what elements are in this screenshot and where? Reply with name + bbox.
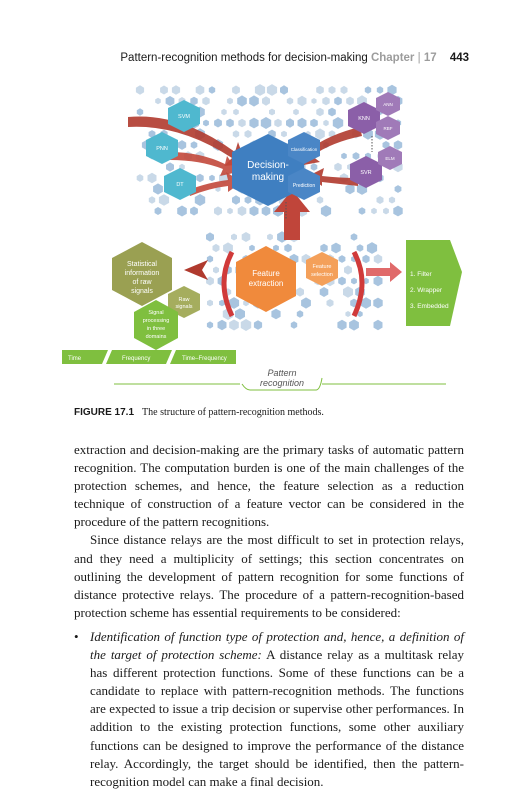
background-hexagon — [238, 119, 245, 127]
background-hexagon — [227, 208, 233, 214]
background-hexagon — [343, 286, 353, 298]
background-hexagon — [298, 118, 307, 129]
background-hexagon — [395, 185, 402, 193]
header-title: Pattern-recognition methods for decision-making — [120, 52, 368, 64]
background-hexagon — [196, 85, 205, 95]
background-hexagon — [287, 97, 293, 104]
embedded-label: 3. Embedded — [410, 303, 449, 310]
background-hexagon — [334, 163, 341, 172]
background-hexagon — [344, 265, 352, 274]
background-hexagon — [196, 174, 203, 183]
raw-line-1: Raw — [178, 297, 190, 303]
background-hexagon — [241, 319, 251, 331]
classification-label: Classification — [290, 147, 318, 152]
background-hexagon — [172, 85, 180, 95]
background-hexagon — [245, 130, 252, 138]
background-hexagon — [297, 310, 303, 317]
body-text — [74, 441, 464, 791]
background-hexagon — [383, 208, 389, 215]
background-hexagon — [207, 300, 213, 307]
background-hexagon — [320, 244, 327, 252]
background-hexagon — [359, 207, 366, 215]
raw-line-2: signals — [175, 304, 193, 310]
sp-line-1: Signal — [148, 310, 164, 316]
background-hexagon — [262, 96, 270, 105]
background-hexagon — [310, 119, 318, 128]
fs-line-2: selection — [311, 272, 333, 278]
background-hexagon — [191, 141, 198, 149]
background-hexagon — [293, 109, 299, 116]
background-hexagon — [261, 117, 271, 129]
dt-label: DT — [176, 182, 184, 188]
elm-label: ELM — [385, 156, 395, 161]
bullet-text: A distance relay as a multitask relay has different protection functions. Some of these functions can be a candidate to replace with pattern-recognition methods. The functions are expected to issue a trip decision or supervise other performances. In addition to the existing protection functions, some other auxiliary functions can be designed to improve the performance of the distance relay. Accordingly, the target should be identified, then the pattern-recognition model can make a final decision. — [90, 647, 464, 789]
background-hexagon — [284, 244, 291, 253]
page-number: 443 — [449, 52, 469, 64]
background-hexagon — [221, 109, 226, 115]
knn-label: KNN — [358, 116, 370, 122]
background-hexagon — [357, 244, 364, 252]
pnn-label: PNN — [156, 146, 168, 152]
background-hexagon — [323, 120, 328, 126]
background-hexagon — [226, 119, 234, 128]
statistical-line-1: Statistical — [127, 261, 157, 268]
background-hexagon — [320, 287, 329, 297]
background-hexagon — [311, 98, 316, 104]
background-hexagon — [155, 207, 162, 215]
background-hexagon — [249, 118, 258, 129]
background-hexagon — [315, 128, 325, 139]
background-hexagon — [213, 244, 220, 252]
background-hexagon — [377, 196, 384, 204]
background-hexagon — [316, 86, 324, 95]
background-hexagon — [249, 245, 255, 251]
pr-line-2: recognition — [259, 378, 305, 388]
background-hexagon — [233, 109, 239, 115]
background-hexagon — [209, 86, 215, 93]
background-hexagon — [190, 207, 198, 216]
background-hexagon — [322, 97, 329, 106]
background-hexagon — [301, 297, 311, 308]
fs-line-1: Feature — [312, 264, 332, 270]
background-hexagon — [274, 119, 281, 128]
bullet-title: Identification of function type of protection and, hence, a definition of the target of protection scheme: — [90, 628, 464, 663]
background-hexagon — [373, 298, 382, 309]
background-hexagon — [374, 276, 383, 286]
bullet-item — [74, 628, 464, 791]
background-hexagon — [206, 277, 214, 286]
background-hexagon — [374, 254, 382, 264]
statistical-line-2: information — [124, 270, 160, 277]
background-hexagon — [227, 98, 233, 105]
domain-time-label: Time — [68, 356, 82, 362]
statistical-line-3: of raw — [132, 279, 152, 286]
background-hexagon — [291, 321, 297, 328]
background-hexagon — [203, 120, 209, 127]
background-hexagon — [334, 97, 342, 106]
background-hexagon — [245, 196, 252, 204]
background-hexagon — [148, 173, 157, 183]
background-hexagon — [329, 86, 336, 94]
paragraph-1: extraction and decision-making are the primary tasks of automatic pattern recognition. The computation burden is one of the main challenges of the protection schemes, and hence, the feature selection as a reduction technique of construction of a feature vector can be considered in the procedure of the pattern recognitions. — [74, 442, 464, 530]
background-hexagon — [214, 119, 222, 128]
paragraph-2: Since distance relays are the most difficult to set in protection relays, and they need a multiplicity of settings; this section concentrates on outlining the development of pattern recognition for some functions of distance protective relays. The procedure of a pattern-recognition-based protection scheme has essential requirements to be considered: — [74, 532, 464, 620]
background-hexagon — [377, 86, 383, 93]
background-hexagon — [338, 277, 346, 286]
background-hexagon — [333, 117, 343, 129]
running-header — [0, 52, 469, 64]
filter-label: 1. Filter — [410, 271, 432, 278]
ann-label: ANN — [383, 102, 393, 107]
background-hexagon — [311, 163, 318, 171]
statistical-line-4: signals — [131, 288, 153, 295]
caption-label: FIGURE 17.1 — [74, 407, 135, 418]
prediction-label: Prediction — [292, 183, 316, 189]
background-hexagon — [393, 206, 402, 217]
background-hexagon — [255, 84, 265, 96]
background-hexagon — [137, 174, 144, 182]
background-hexagon — [195, 194, 205, 206]
background-hexagon — [207, 255, 213, 262]
background-hexagon — [209, 175, 215, 182]
background-hexagon — [365, 86, 371, 93]
background-hexagon — [232, 86, 240, 95]
background-hexagon — [237, 95, 247, 106]
background-hexagon — [316, 108, 323, 116]
background-hexagon — [271, 309, 280, 320]
background-hexagon — [159, 194, 169, 206]
domain-frequency-label: Frequency — [122, 356, 151, 362]
header-separator: | — [417, 52, 421, 64]
pr-line-1: Pattern — [267, 368, 297, 378]
background-hexagon — [214, 206, 222, 215]
caption-text: The structure of pattern-recognition methods. — [142, 407, 324, 418]
sp-line-2: processing — [142, 318, 170, 324]
domain-tf-label: Time–Frequency — [182, 356, 227, 362]
bullet-marker: • — [74, 628, 79, 644]
background-hexagon — [394, 140, 402, 150]
selection-methods-box — [406, 240, 462, 326]
fe-line-2: extraction — [248, 279, 284, 288]
background-hexagon — [353, 152, 360, 160]
background-hexagon — [341, 153, 347, 159]
background-hexagon — [339, 255, 346, 263]
svr-label: SVR — [360, 170, 372, 176]
background-hexagon — [267, 84, 277, 96]
background-hexagon — [218, 320, 227, 330]
sp-line-4: domains — [145, 334, 167, 340]
background-hexagon — [232, 195, 240, 204]
background-hexagon — [242, 232, 251, 242]
background-hexagon — [250, 206, 259, 216]
background-hexagon — [136, 85, 144, 94]
background-hexagon — [362, 255, 369, 263]
background-hexagon — [178, 140, 186, 150]
background-hexagon — [351, 278, 357, 285]
background-hexagon — [177, 206, 187, 217]
background-hexagon — [281, 131, 287, 138]
background-hexagon — [166, 96, 175, 106]
background-hexagon — [231, 234, 237, 241]
sp-line-3: in three — [146, 326, 166, 332]
background-hexagon — [346, 97, 354, 106]
decision-line-1: Decision- — [247, 160, 289, 171]
background-hexagon — [317, 196, 323, 204]
background-hexagon — [349, 319, 359, 330]
background-hexagon — [233, 130, 239, 138]
background-hexagon — [153, 183, 163, 194]
background-hexagon — [149, 196, 155, 203]
rbf-label: RBF — [383, 126, 393, 131]
background-hexagon — [207, 321, 213, 328]
background-hexagon — [345, 311, 350, 317]
header-chapter-label: Chapter — [370, 52, 415, 64]
arrow-to-selection-methods — [366, 262, 402, 282]
background-hexagon — [238, 206, 247, 216]
background-hexagon — [327, 299, 334, 307]
background-hexagon — [298, 96, 307, 106]
background-hexagon — [389, 197, 395, 204]
background-hexagon — [341, 86, 348, 94]
background-hexagon — [371, 208, 377, 215]
background-hexagon — [280, 85, 288, 94]
background-hexagon — [267, 234, 273, 241]
arrow-to-statistical — [184, 260, 208, 280]
figure-pattern-recognition-structure — [60, 72, 470, 402]
background-hexagon — [166, 162, 174, 171]
background-hexagon — [321, 205, 331, 217]
decision-line-2: making — [251, 172, 285, 183]
fe-line-1: Feature — [252, 269, 280, 278]
background-hexagon — [155, 98, 161, 105]
background-hexagon — [328, 108, 336, 117]
background-hexagon — [331, 243, 340, 254]
background-hexagon — [296, 287, 304, 296]
background-hexagon — [269, 109, 275, 116]
background-hexagon — [351, 233, 358, 241]
background-hexagon — [286, 118, 294, 127]
background-hexagon — [137, 108, 143, 115]
background-hexagon — [367, 242, 377, 254]
background-hexagon — [374, 320, 383, 330]
svm-label: SVM — [178, 114, 190, 120]
background-hexagon — [254, 320, 262, 329]
background-hexagon — [337, 320, 346, 331]
background-hexagon — [235, 308, 245, 320]
figure-caption — [74, 407, 324, 418]
wrapper-label: 2. Wrapper — [410, 287, 443, 294]
background-hexagon — [262, 206, 271, 216]
background-hexagon — [229, 320, 239, 331]
background-hexagon — [206, 232, 214, 241]
background-hexagon — [160, 86, 168, 95]
background-hexagon — [202, 97, 209, 106]
background-hexagon — [213, 267, 219, 274]
background-hexagon — [249, 95, 259, 106]
header-chapter-number: 17 — [423, 52, 437, 64]
